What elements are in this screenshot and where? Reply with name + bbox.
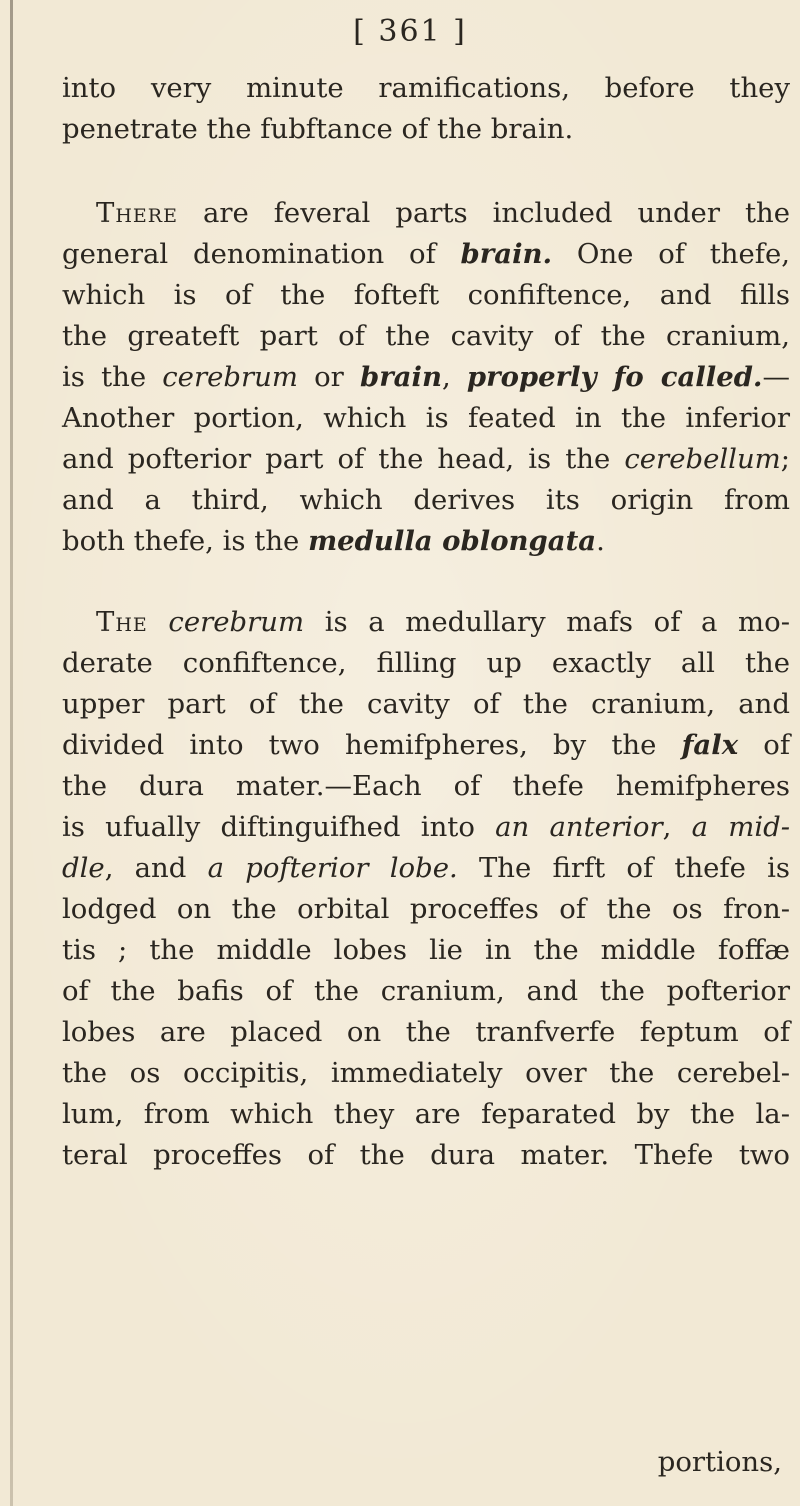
text-line: The cerebrum is a medullary mafs of a mo- (96, 606, 790, 638)
catchword: portions, (657, 1446, 782, 1478)
text-line: lodged on the orbital proceffes of the os fron- (62, 893, 790, 925)
italic-term: a mid- (691, 811, 791, 843)
text-line: the os occipitis, immediately over the cerebel- (62, 1057, 790, 1089)
text-line: and a third, which derives its origin from (62, 484, 790, 516)
text-line: the dura mater.—Each of thefe hemifpheres (62, 770, 790, 802)
paragraph-continuation (62, 68, 790, 150)
text-line: is ufually diftinguifhed into an anterior, a mid- (62, 811, 791, 843)
italic-term: cerebrum (162, 361, 298, 393)
italic-term: brain. (460, 238, 553, 270)
italic-term: an anterior (495, 811, 663, 843)
text-line: and pofterior part of the head, is the cerebellum; (62, 443, 790, 475)
text-line: is the cerebrum or brain, properly fo called.— (62, 361, 791, 393)
text-line: both thefe, is the medulla oblongata. (62, 525, 605, 557)
italic-term: cerebrum (168, 606, 305, 638)
text-line: into very minute ramifications, before they (62, 72, 790, 104)
text-line: lobes are placed on the tranfverfe feptum of (62, 1016, 790, 1048)
small-caps-lead: There (96, 197, 178, 229)
text-line: tis ; the middle lobes lie in the middle foffæ (62, 934, 790, 966)
text-line: the greateft part of the cavity of the cranium, (62, 320, 790, 352)
text-line: general denomination of brain. One of thefe, (62, 238, 790, 270)
text-line: Another portion, which is feated in the inferior (62, 402, 790, 434)
italic-term: falx (681, 729, 739, 761)
text-line: penetrate the fubftance of the brain. (62, 113, 574, 145)
text-line: divided into two hemifpheres, by the falx of (62, 729, 791, 761)
page-number: [ 361 ] (353, 14, 467, 49)
text-line: There are feveral parts included under the (96, 197, 790, 229)
binding-gutter (10, 0, 13, 1506)
text-line: of the bafis of the cranium, and the pofterior (62, 975, 790, 1007)
italic-term: dle (62, 852, 105, 884)
italic-term: brain (359, 361, 442, 393)
small-caps-lead: The (96, 606, 148, 638)
italic-term: cerebellum (624, 443, 781, 475)
text-line: which is of the fofteft confiftence, and fills (62, 279, 790, 311)
text-line: teral proceffes of the dura mater. Thefe two (62, 1139, 790, 1171)
italic-term: properly fo called. (466, 361, 763, 393)
italic-term: a pofterior lobe. (207, 852, 458, 884)
text-line: dle, and a pofterior lobe. The firft of thefe is (62, 852, 791, 884)
paragraph-cerebrum (62, 602, 790, 1176)
text-line: upper part of the cavity of the cranium, and (62, 688, 790, 720)
paragraph-brain-parts (62, 193, 790, 562)
italic-term: medulla oblongata (308, 525, 597, 557)
text-line: lum, from which they are feparated by the la- (62, 1098, 790, 1130)
text-line: derate confiftence, filling up exactly all the (62, 647, 790, 679)
